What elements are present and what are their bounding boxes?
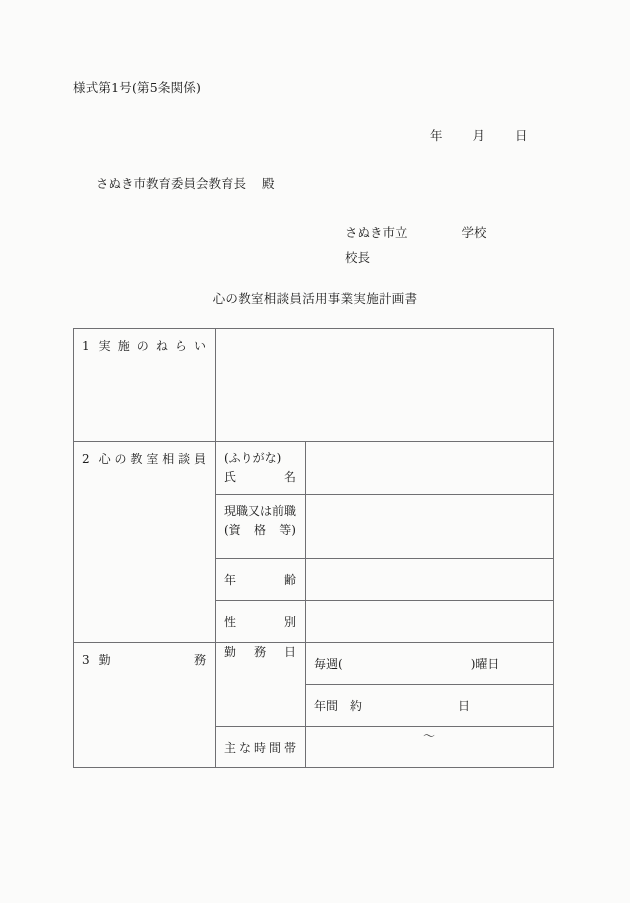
- date-year-label: 年: [430, 128, 443, 143]
- cell-occupation-label: [216, 495, 306, 559]
- aim-label: 実施のねらい: [98, 339, 206, 353]
- cell-name-label: [216, 442, 306, 495]
- timeband-value-wrap: [306, 727, 553, 744]
- name-label-stack: [216, 442, 305, 494]
- addressee-line: [96, 174, 275, 192]
- date-line: [430, 126, 528, 144]
- furigana-label: (ふりがな): [224, 451, 282, 465]
- cell-age-label: [216, 559, 306, 601]
- aim-label-wrap: [74, 329, 215, 363]
- issuer-school-prefix: さぬき市立: [345, 225, 408, 240]
- cell-annual-value[interactable]: [306, 685, 554, 727]
- cell-timeband-label: [216, 727, 306, 768]
- document-title: 心の教室相談員活用事業実施計画書: [212, 291, 418, 306]
- occupation-label-top: 現職又は前職: [224, 504, 297, 518]
- cell-age-value[interactable]: [306, 559, 554, 601]
- timeband-label-wrap: [216, 727, 305, 767]
- cell-counselor-label: [74, 442, 216, 643]
- cell-gender-value[interactable]: [306, 601, 554, 643]
- cell-duty-label: [74, 643, 216, 768]
- duty-label-wrap: [74, 643, 215, 677]
- form-code: 様式第1号(第5条関係): [73, 80, 202, 95]
- gender-label-right: 別: [283, 615, 296, 629]
- age-label-wrap: [216, 559, 305, 600]
- issuer-school-line: [345, 220, 487, 245]
- gender-label-line: [224, 613, 296, 630]
- annual-prefix: 年間 約: [314, 699, 363, 713]
- cell-gender-label: [216, 601, 306, 643]
- table-row-counselor-name: [74, 442, 554, 495]
- age-label-line: [224, 571, 296, 588]
- occupation-label-mid: 格: [253, 523, 266, 537]
- weekly-suffix: )曜日: [470, 657, 500, 671]
- plan-form-table: [73, 328, 554, 768]
- weekly-line: [314, 655, 544, 672]
- cell-timeband-value[interactable]: [306, 727, 554, 768]
- duty-label: 勤務: [98, 653, 206, 667]
- duty-number: 3: [82, 653, 90, 667]
- weekly-prefix: 毎週(: [314, 657, 343, 671]
- age-label-left: 年: [224, 573, 237, 587]
- annual-suffix: 日: [458, 699, 471, 713]
- table-row-aim: [74, 329, 554, 442]
- weekly-line-wrap: [306, 643, 553, 684]
- gender-label-wrap: [216, 601, 305, 642]
- cell-aim-value[interactable]: [216, 329, 554, 442]
- counselor-label-wrap: [74, 442, 215, 476]
- issuer-block: [345, 220, 487, 270]
- workday-label: 勤務日: [224, 645, 296, 659]
- cell-name-value[interactable]: [306, 442, 554, 495]
- date-month-label: 月: [472, 128, 486, 143]
- occupation-label-line: [224, 521, 296, 540]
- aim-number: 1: [82, 339, 90, 353]
- cell-occupation-value[interactable]: [306, 495, 554, 559]
- age-label-right: 齢: [283, 573, 296, 587]
- gender-label-left: 性: [224, 615, 237, 629]
- timeband-label: 主な時間帯: [224, 740, 296, 755]
- issuer-school-suffix: 学校: [461, 225, 487, 240]
- counselor-label: 心の教室相談員: [98, 452, 206, 466]
- issuer-role: 校長: [345, 250, 371, 265]
- counselor-number: 2: [82, 452, 90, 466]
- timeband-value[interactable]: 〜: [422, 729, 435, 743]
- name-label-line: [224, 468, 296, 487]
- occupation-label-left: (資: [224, 523, 241, 537]
- date-day-label: 日: [515, 128, 528, 143]
- cell-workday-label: [216, 643, 306, 727]
- occupation-label-right: 等): [279, 523, 296, 537]
- annual-line: [314, 697, 544, 714]
- workday-label-wrap: [216, 643, 305, 660]
- addressee-honorific: 殿: [262, 176, 275, 191]
- cell-weekly-value[interactable]: [306, 643, 554, 685]
- cell-aim-label: [74, 329, 216, 442]
- occupation-label-stack: [216, 495, 305, 547]
- name-label-left: 氏: [224, 470, 237, 484]
- addressee-name: さぬき市教育委員会教育長: [96, 176, 247, 191]
- annual-line-wrap: [306, 685, 553, 726]
- name-label-right: 名: [283, 470, 296, 484]
- table-row-duty-weekly: [74, 643, 554, 685]
